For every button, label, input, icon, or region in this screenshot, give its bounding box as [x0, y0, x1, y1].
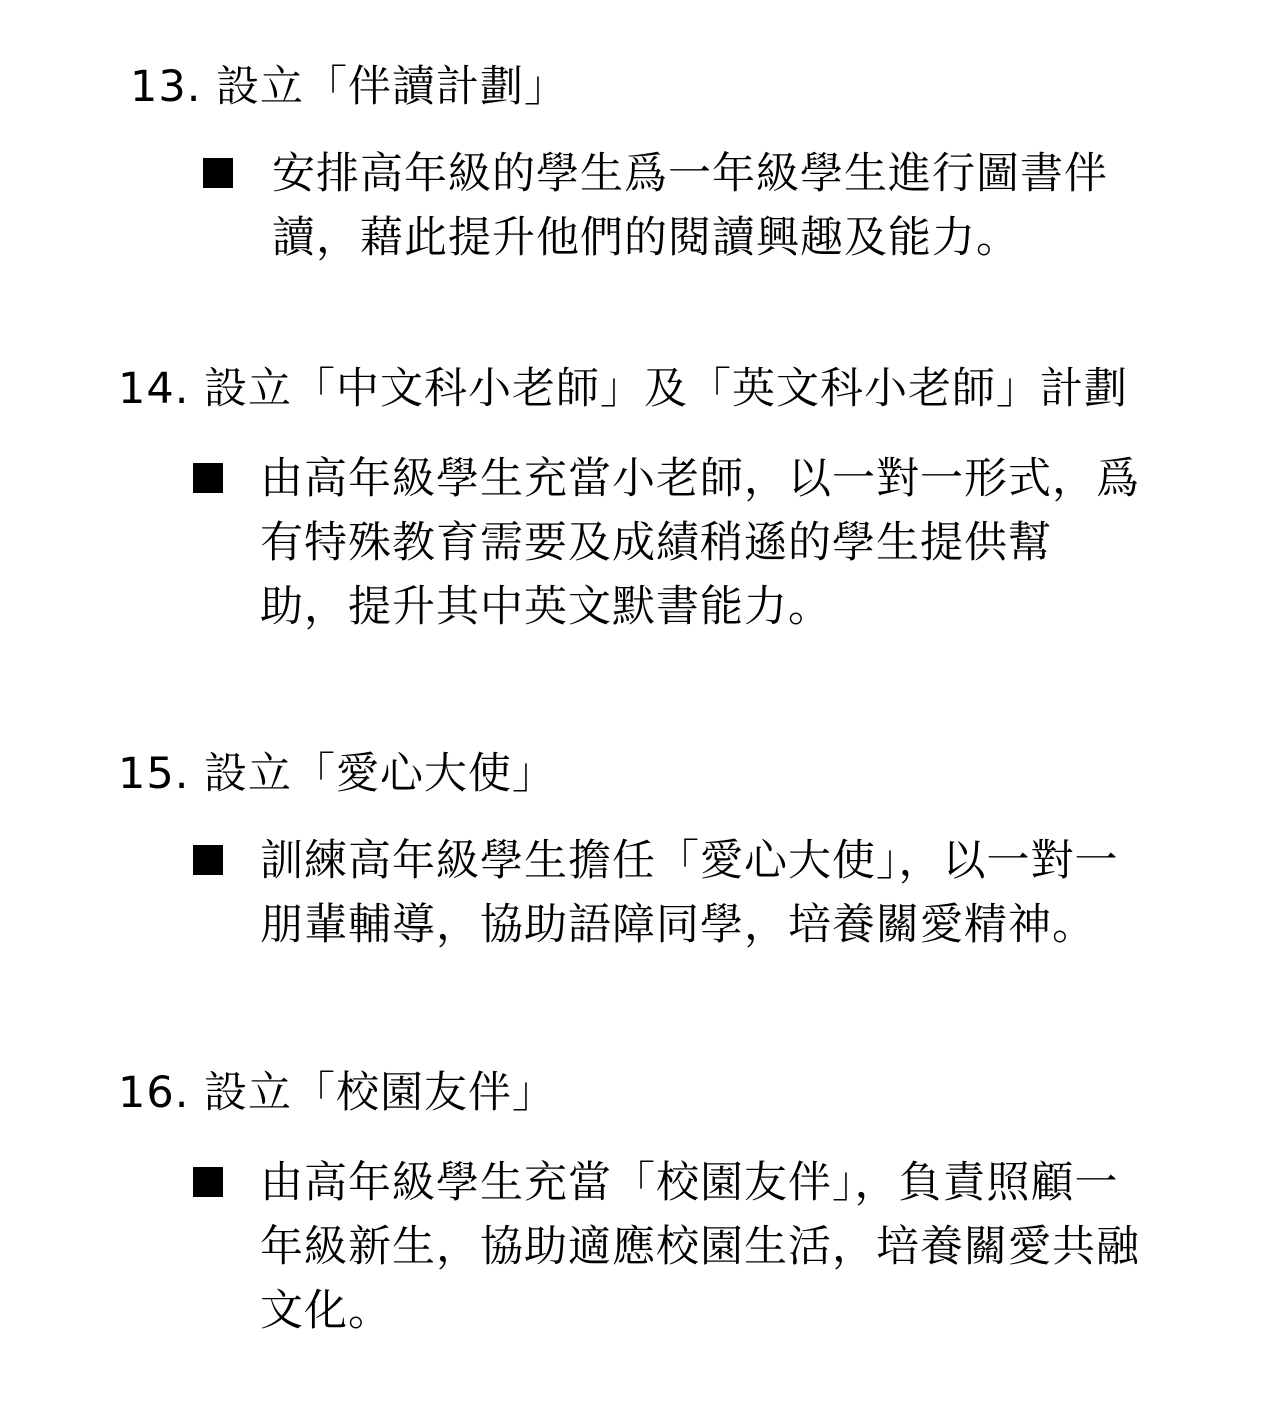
- square-bullet-icon: [193, 845, 223, 875]
- section-16-body: [260, 1151, 1170, 1343]
- section-15-heading: 15. 設立「愛心大使」: [118, 749, 557, 799]
- section-13-line-2: 讀，藉此提升他們的閱讀興趣及能力。: [272, 213, 1020, 263]
- section-14-line-3: 助，提升其中英文默書能力。: [260, 582, 832, 632]
- section-13-line-1: 安排高年級的學生爲一年級學生進行圖書伴: [272, 149, 1108, 199]
- square-bullet-icon: [203, 158, 233, 188]
- section-16-line-2: 年級新生，協助適應校園生活，培養關愛共融: [260, 1222, 1140, 1272]
- square-bullet-icon: [193, 463, 223, 493]
- section-14-line-1: 由高年級學生充當小老師，以一對一形式，爲: [260, 454, 1140, 504]
- section-15-body: [260, 829, 1170, 957]
- section-13-heading: 13. 設立「伴讀計劃」: [130, 62, 569, 112]
- section-16-heading: 16. 設立「校園友伴」: [118, 1068, 557, 1118]
- section-16-line-3: 文化。: [260, 1286, 392, 1336]
- section-16-line-1: 由高年級學生充當「校園友伴」，負責照顧一: [260, 1158, 1119, 1208]
- section-15-line-1: 訓練高年級學生擔任「愛心大使」，以一對一: [260, 836, 1119, 886]
- section-14-body: [260, 447, 1170, 639]
- section-14-heading: 14. 設立「中文科小老師」及「英文科小老師」計劃: [118, 364, 1129, 414]
- section-14-line-2: 有特殊教育需要及成績稍遜的學生提供幫: [260, 518, 1052, 568]
- section-13-body: [272, 142, 1182, 270]
- section-15-line-2: 朋輩輔導，協助語障同學，培養關愛精神。: [260, 900, 1096, 950]
- square-bullet-icon: [193, 1167, 223, 1197]
